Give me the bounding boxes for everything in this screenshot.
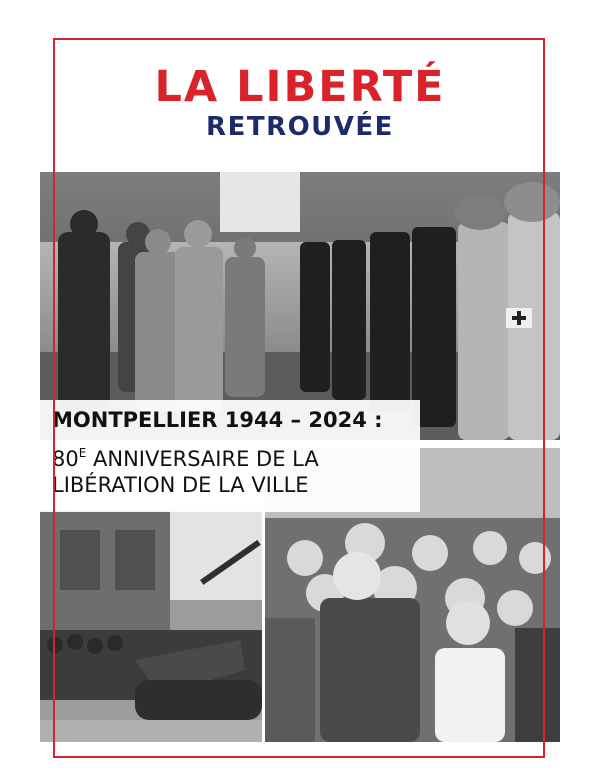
tank-photo — [40, 510, 262, 742]
event-subtitle — [52, 440, 412, 498]
anniversary-number: 80 — [52, 447, 79, 471]
page-subtitle: RETROUVÉE — [206, 112, 394, 142]
anniversary-text: ANNIVERSAIRE DE LA — [86, 447, 319, 471]
liberation-text: LIBÉRATION DE LA VILLE — [52, 473, 309, 497]
event-heading: MONTPELLIER 1944 – 2024 : — [52, 408, 383, 432]
anniversary-superscript: E — [78, 446, 87, 460]
page-title: LA LIBERTÉ — [154, 62, 446, 112]
